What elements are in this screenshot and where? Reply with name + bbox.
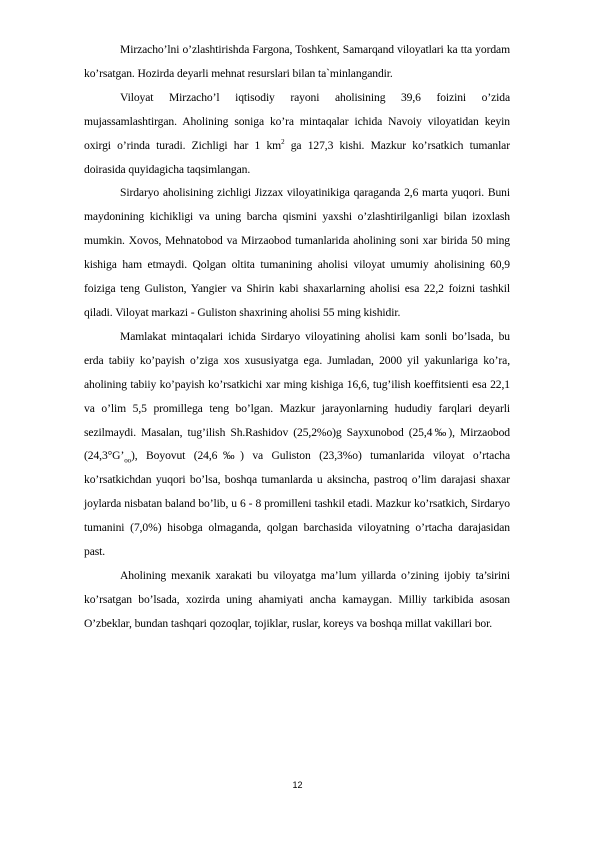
paragraph-2 bbox=[84, 86, 510, 182]
paragraph-4-text-start: Mamlakat mintaqalari ichida Sirdaryo viloyatining aholisi kam sonli bo’lsada, bu erda tabiiy ko’payish o’ziga xos xususiyatga ega. Jumladan, 2000 yil yakunlariga ko’ra, aholining tabiiy ko’payish ko’rsatkichi xar ming kishiga 16,6, tug’ilish koeffitsienti esa 22,1 va o’lim 5,5 promillega teng bo’lgan. Mazkur jarayonlarning hududiy farqlari deyarli sezilmaydi. Masalan, tug’ilish Sh.Rashidov (25,2%o)g Sayxunobod (25,4‰), Mirzaobod (24,3°G’ bbox=[84, 329, 510, 463]
paragraph-2-text-start: Viloyat Mirzacho’l iqtisodiy rayoni aholisining 39,6 foizini o’zida mujassamlashtirgan. Aholining soniga ko’ra mintaqalar ichida Navoiy viloyatidan keyin oxirgi o’rinda turadi. Zichligi har 1 km bbox=[84, 90, 510, 152]
paragraph-5 bbox=[84, 564, 510, 636]
page-number: 12 bbox=[292, 780, 303, 790]
document-body bbox=[84, 38, 510, 636]
paragraph-1-text: Mirzacho’lni o’zlashtirishda Fargona, Toshkent, Samarqand viloyatlari ka tta yordam ko’rsatgan. Hozirda deyarli mehnat resurslari bilan ta`minlangandir. bbox=[84, 43, 510, 80]
paragraph-1 bbox=[84, 38, 510, 86]
paragraph-4-text-end: ), Boyovut (24,6‰) va Guliston (23,3%o) tumanlarida viloyat o’rtacha ko’rsatkichdan yuqori bo’lsa, boshqa tumanlarda u aksincha, pastroq o’lim darajasi shaxar joylarda nisbatan baland bo’lib, u 6 - 8 promilleni tashkil etadi. Mazkur ko’rsatkich, Sirdaryo tumanini (7,0%) hisobga olmaganda, qolgan barchasida viloyatning o’rtacha darajasidan past. bbox=[84, 449, 510, 559]
superscript-2: 2 bbox=[281, 137, 285, 146]
paragraph-3 bbox=[84, 181, 510, 324]
paragraph-5-text: Aholining mexanik xarakati bu viloyatga ma’lum yillarda o’zining ijobiy ta’sirini ko’rsatgan bo’lsada, xozirda uning ahamiyati ancha kamaygan. Milliy tarkibida asosan O’zbeklar, bundan tashqari qozoqlar, tojiklar, ruslar, koreys va boshqa millat vakillari bor. bbox=[84, 568, 510, 630]
subscript-oo: oo bbox=[124, 456, 132, 465]
paragraph-2-text-end: ga 127,3 kishi. Mazkur ko’rsatkich tumanlar doirasida quyidagicha taqsimlangan. bbox=[84, 138, 510, 176]
paragraph-4 bbox=[84, 325, 510, 564]
paragraph-3-text: Sirdaryo aholisining zichligi Jizzax viloyatinikiga qaraganda 2,6 marta yuqori. Buni maydonining kichikligi va uning barcha qismini yaxshi o’zlashtirilganligi bilan izoxlash mumkin. Xovos, Mehnatobod va Mirzaobod tumanlarida aholining soni xar birida 50 ming kishiga ham etmaydi. Qolgan oltita tumanining aholisi viloyat umumiy aholisining 60,9 foiziga teng Guliston, Yangier va Shirin kabi shaxarlarning aholisi esa 22,2 foizni tashkil qiladi. Viloyat markazi - Guliston shaxrining aholisi 55 ming kishidir. bbox=[84, 186, 510, 319]
